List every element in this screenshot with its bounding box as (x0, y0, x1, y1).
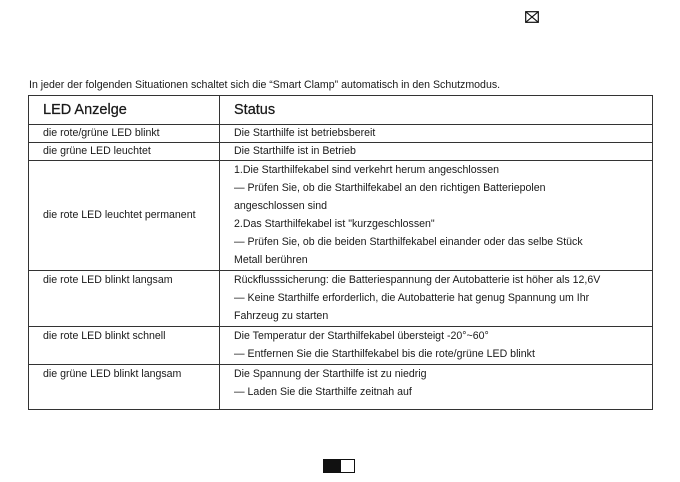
led-cell: die rote LED blinkt langsam (29, 271, 220, 327)
led-cell: die rote/grüne LED blinkt (29, 125, 220, 143)
intro-text: In jeder der folgenden Situationen schaltet sich die “Smart Clamp” automatisch in den Schutzmodus. (29, 79, 501, 91)
status-cell: 1.Die Starthilfekabel sind verkehrt herum angeschlossen — Prüfen Sie, ob die Starthilfekabel an den richtigen Batteriepolen angeschlossen sind 2.Das Starthilfekabel ist "kurzgeschlossen" — Prüfen Sie, ob die beiden Starthilfekabel einander oder das selbe Stück Metall berühren (220, 161, 653, 271)
led-status-table (28, 95, 653, 410)
led-cell: die grüne LED leuchtet (29, 143, 220, 161)
table-row (29, 125, 653, 143)
table-row (29, 161, 653, 271)
led-cell: die grüne LED blinkt langsam (29, 365, 220, 410)
page-marker (323, 459, 355, 473)
status-cell: Die Starthilfe ist betriebsbereit (220, 125, 653, 143)
table-header-row (29, 96, 653, 125)
table-row (29, 143, 653, 161)
led-cell: die rote LED blinkt schnell (29, 327, 220, 365)
table-row (29, 365, 653, 410)
table-row (29, 327, 653, 365)
led-cell: die rote LED leuchtet permanent (29, 161, 220, 271)
envelope-icon (525, 11, 539, 23)
header-status: Status (220, 96, 653, 125)
status-cell: Rückflusssicherung: die Batteriespannung der Autobatterie ist höher als 12,6V — Keine Starthilfe erforderlich, die Autobatterie hat genug Spannung um Ihr Fahrzeug zu starten (220, 271, 653, 327)
table-row (29, 271, 653, 327)
status-cell: Die Temperatur der Starthilfekabel übersteigt -20°~60° — Entfernen Sie die Starthilfekabel bis die rote/grüne LED blinkt (220, 327, 653, 365)
header-led: LED Anzelge (29, 96, 220, 125)
status-cell: Die Starthilfe ist in Betrieb (220, 143, 653, 161)
status-cell: Die Spannung der Starthilfe ist zu niedrig — Laden Sie die Starthilfe zeitnah auf (220, 365, 653, 410)
